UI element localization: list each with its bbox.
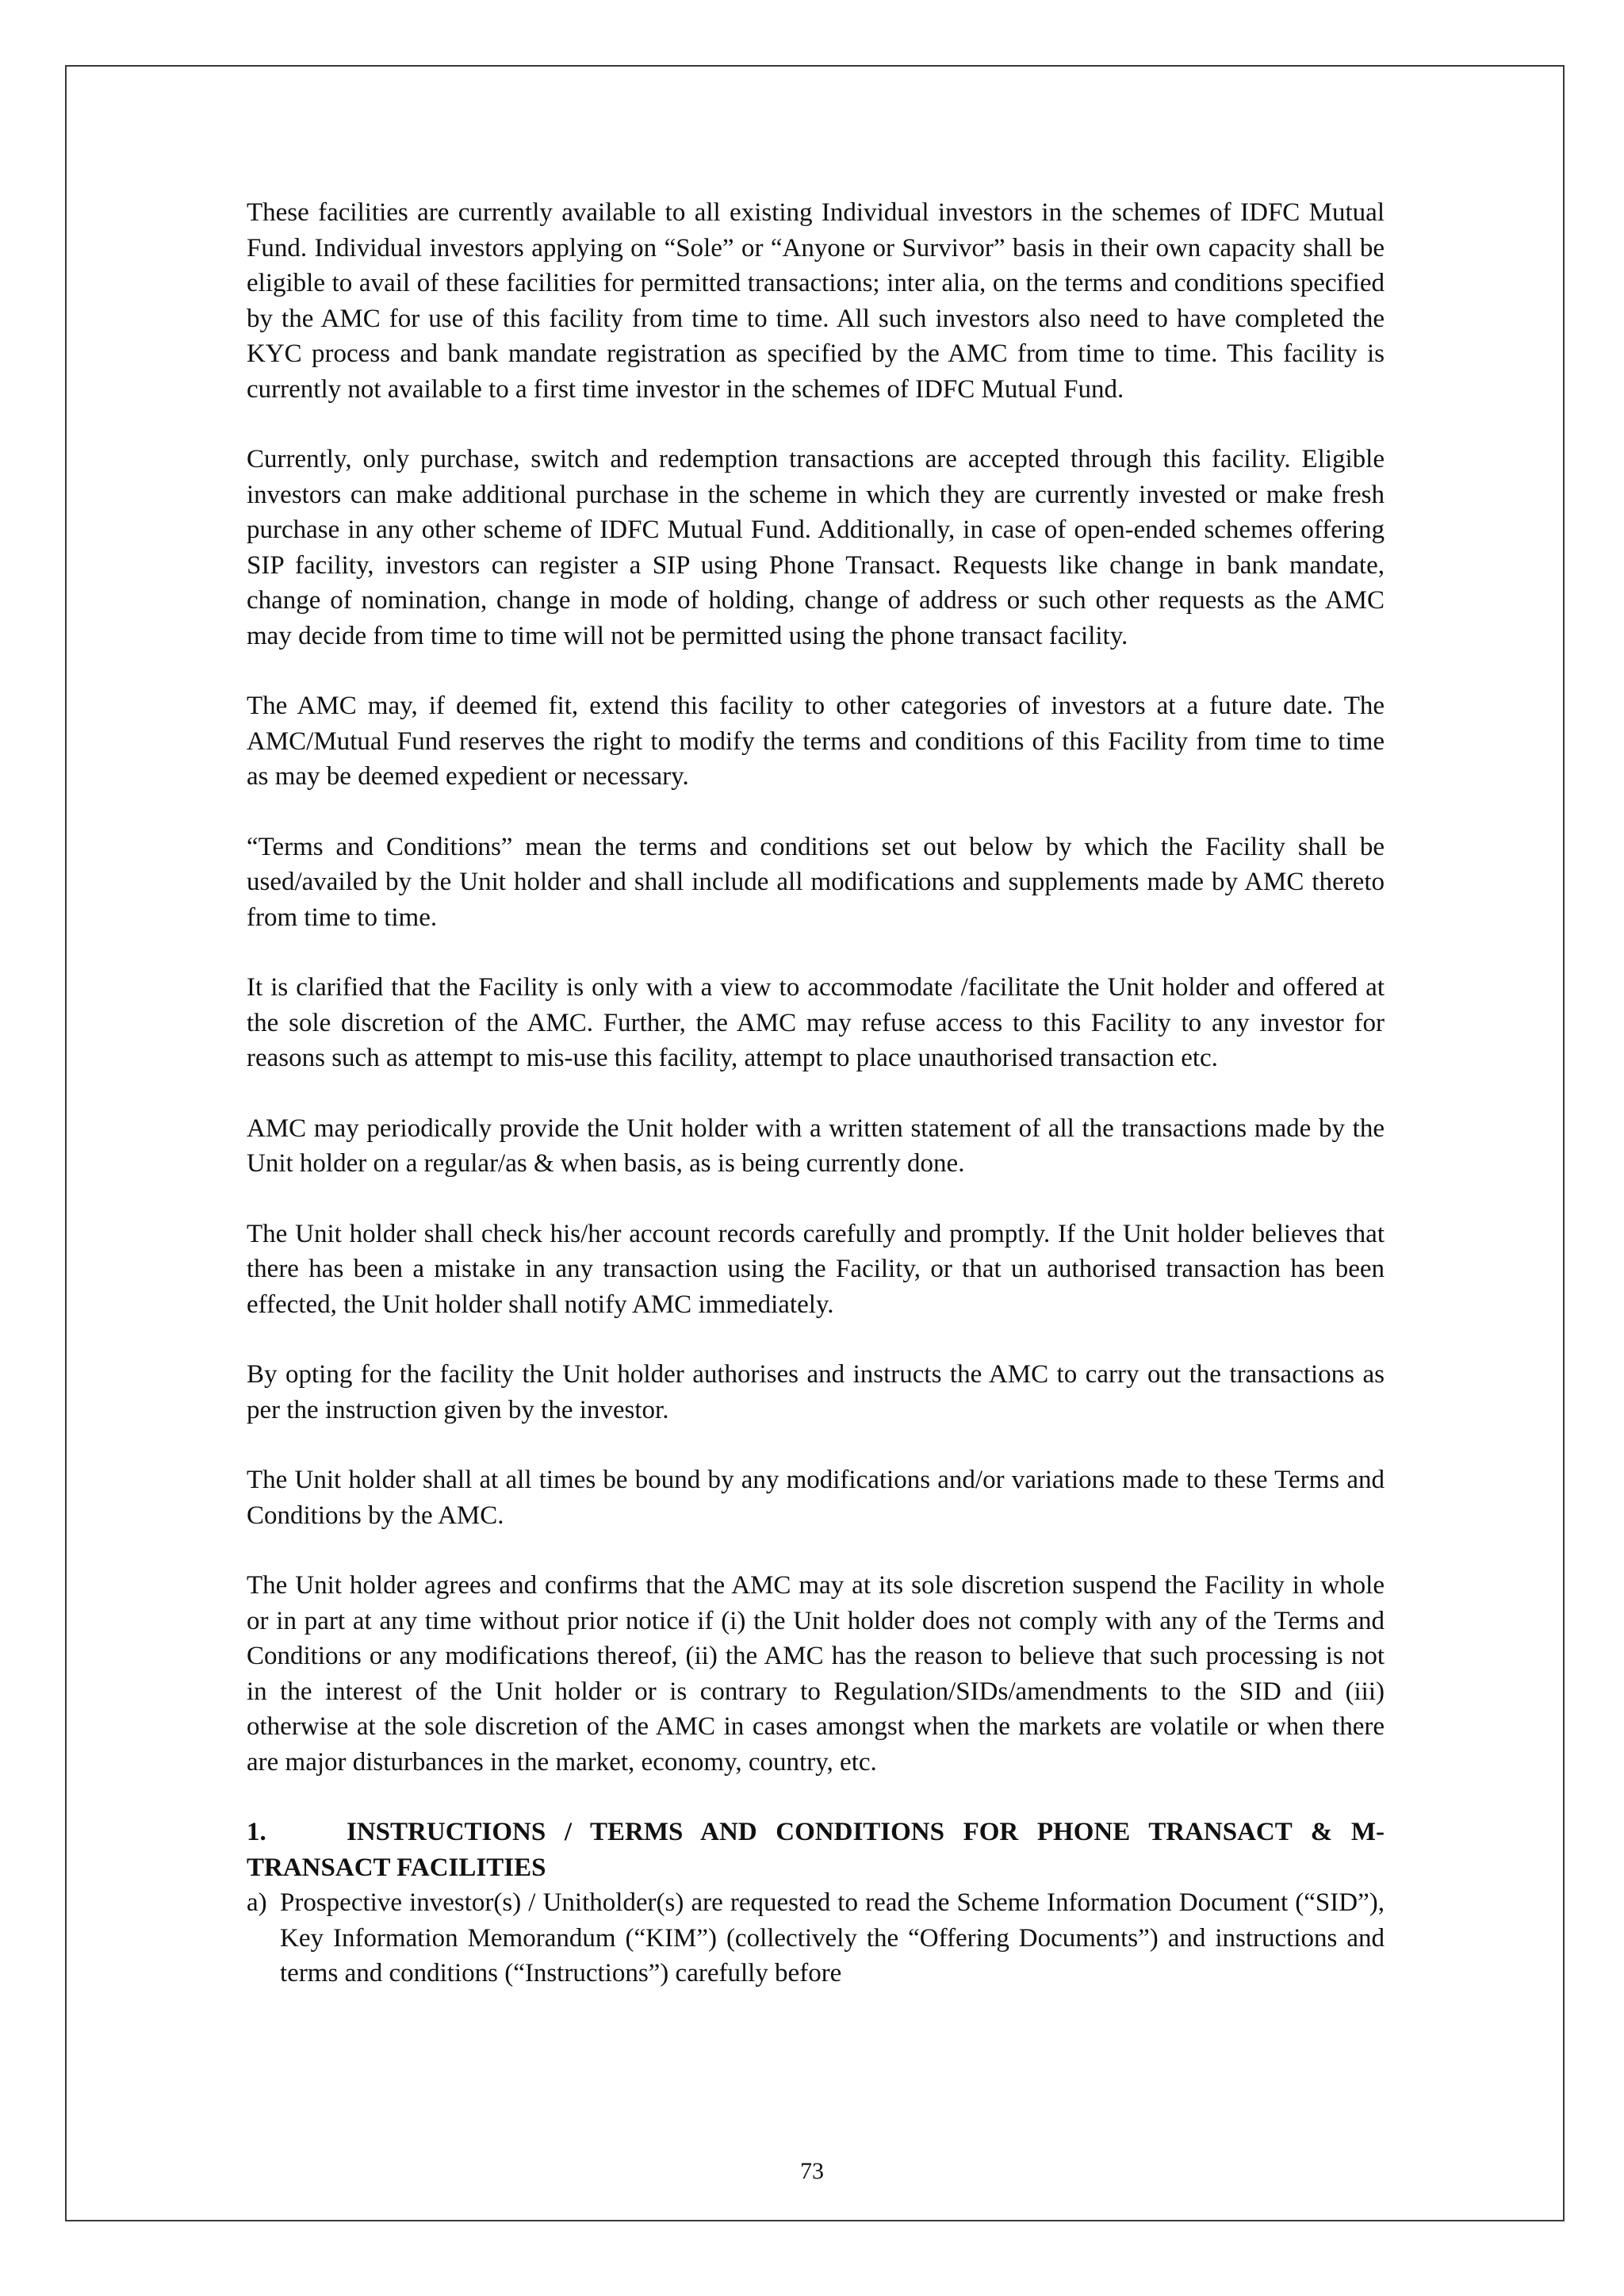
paragraph: Currently, only purchase, switch and redemption transactions are accepted through this facility. Eligible investors can make additional purchase in the scheme in which they are currently invested or make fresh purchase in any other scheme of IDFC Mutual Fund. Additionally, in case of open-ended schemes offering SIP facility, investors can register a SIP using Phone Transact. Requests like change in bank mandate, change of nomination, change in mode of holding, change of address or such other requests as the AMC may decide from time to time will not be permitted using the phone transact facility. (247, 445, 1385, 650)
section-heading (247, 1815, 1385, 1885)
paragraph: These facilities are currently available to all existing Individual investors in the schemes of IDFC Mutual Fund. Individual investors applying on “Sole” or “Anyone or Survivor” basis in their own capacity shall be eligible to avail of these facilities for permitted transactions; inter alia, on the terms and conditions specified by the AMC for use of this facility from time to time. All such investors also need to have completed the KYC process and bank mandate registration as specified by the AMC from time to time. This facility is currently not available to a first time investor in the schemes of IDFC Mutual Fund. (247, 198, 1385, 404)
section-title: INSTRUCTIONS / TERMS AND CONDITIONS FOR PHONE TRANSACT & M-TRANSACT FACILITIES (247, 1818, 1385, 1882)
paragraph: It is clarified that the Facility is only with a view to accommodate /facilitate the Unit holder and offered at the sole discretion of the AMC. Further, the AMC may refuse access to this Facility to any investor for reasons such as attempt to mis-use this facility, attempt to place unauthorised transaction etc. (247, 973, 1385, 1072)
section-number: 1. (247, 1818, 266, 1846)
paragraph: The AMC may, if deemed fit, extend this facility to other categories of investors at a future date. The AMC/Mutual Fund reserves the right to modify the terms and conditions of this Facility from time to time as may be deemed expedient or necessary. (247, 692, 1385, 791)
paragraph: The Unit holder shall check his/her account records carefully and promptly. If the Unit holder believes that there has been a mistake in any transaction using the Facility, or that un authorised transaction has been effected, the Unit holder shall notify AMC immediately. (247, 1219, 1385, 1319)
paragraph: AMC may periodically provide the Unit holder with a written statement of all the transactions made by the Unit holder on a regular/as & when basis, as is being currently done. (247, 1114, 1385, 1178)
paragraph: By opting for the facility the Unit holder authorises and instructs the AMC to carry out the transactions as per the instruction given by the investor. (247, 1360, 1385, 1424)
list-marker: a) (247, 1888, 267, 1917)
paragraph: The Unit holder agrees and confirms that the AMC may at its sole discretion suspend the Facility in whole or in part at any time without prior notice if (i) the Unit holder does not comply with any of the Terms and Conditions or any modifications thereof, (ii) the AMC has the reason to believe that such processing is not in the interest of the Unit holder or is contrary to Regulation/SIDs/amendments to the SID and (iii) otherwise at the sole discretion of the AMC in cases amongst when the markets are volatile or when there are major disturbances in the market, economy, country, etc. (247, 1571, 1385, 1777)
page-number: 73 (800, 2158, 824, 2184)
document-body (247, 195, 1385, 1991)
list-item-text: Prospective investor(s) / Unitholder(s) are requested to read the Scheme Information Document (“SID”), Key Information Memorandum (“KIM”) (collectively the “Offering Documents”) and instructions and terms and conditions (“Instructions”) carefully before (280, 1888, 1385, 1987)
list-item (247, 1885, 1385, 1991)
paragraph: The Unit holder shall at all times be bound by any modifications and/or variations made to these Terms and Conditions by the AMC. (247, 1466, 1385, 1530)
paragraph: “Terms and Conditions” mean the terms and conditions set out below by which the Facility shall be used/availed by the Unit holder and shall include all modifications and supplements made by AMC thereto from time to time. (247, 832, 1385, 932)
